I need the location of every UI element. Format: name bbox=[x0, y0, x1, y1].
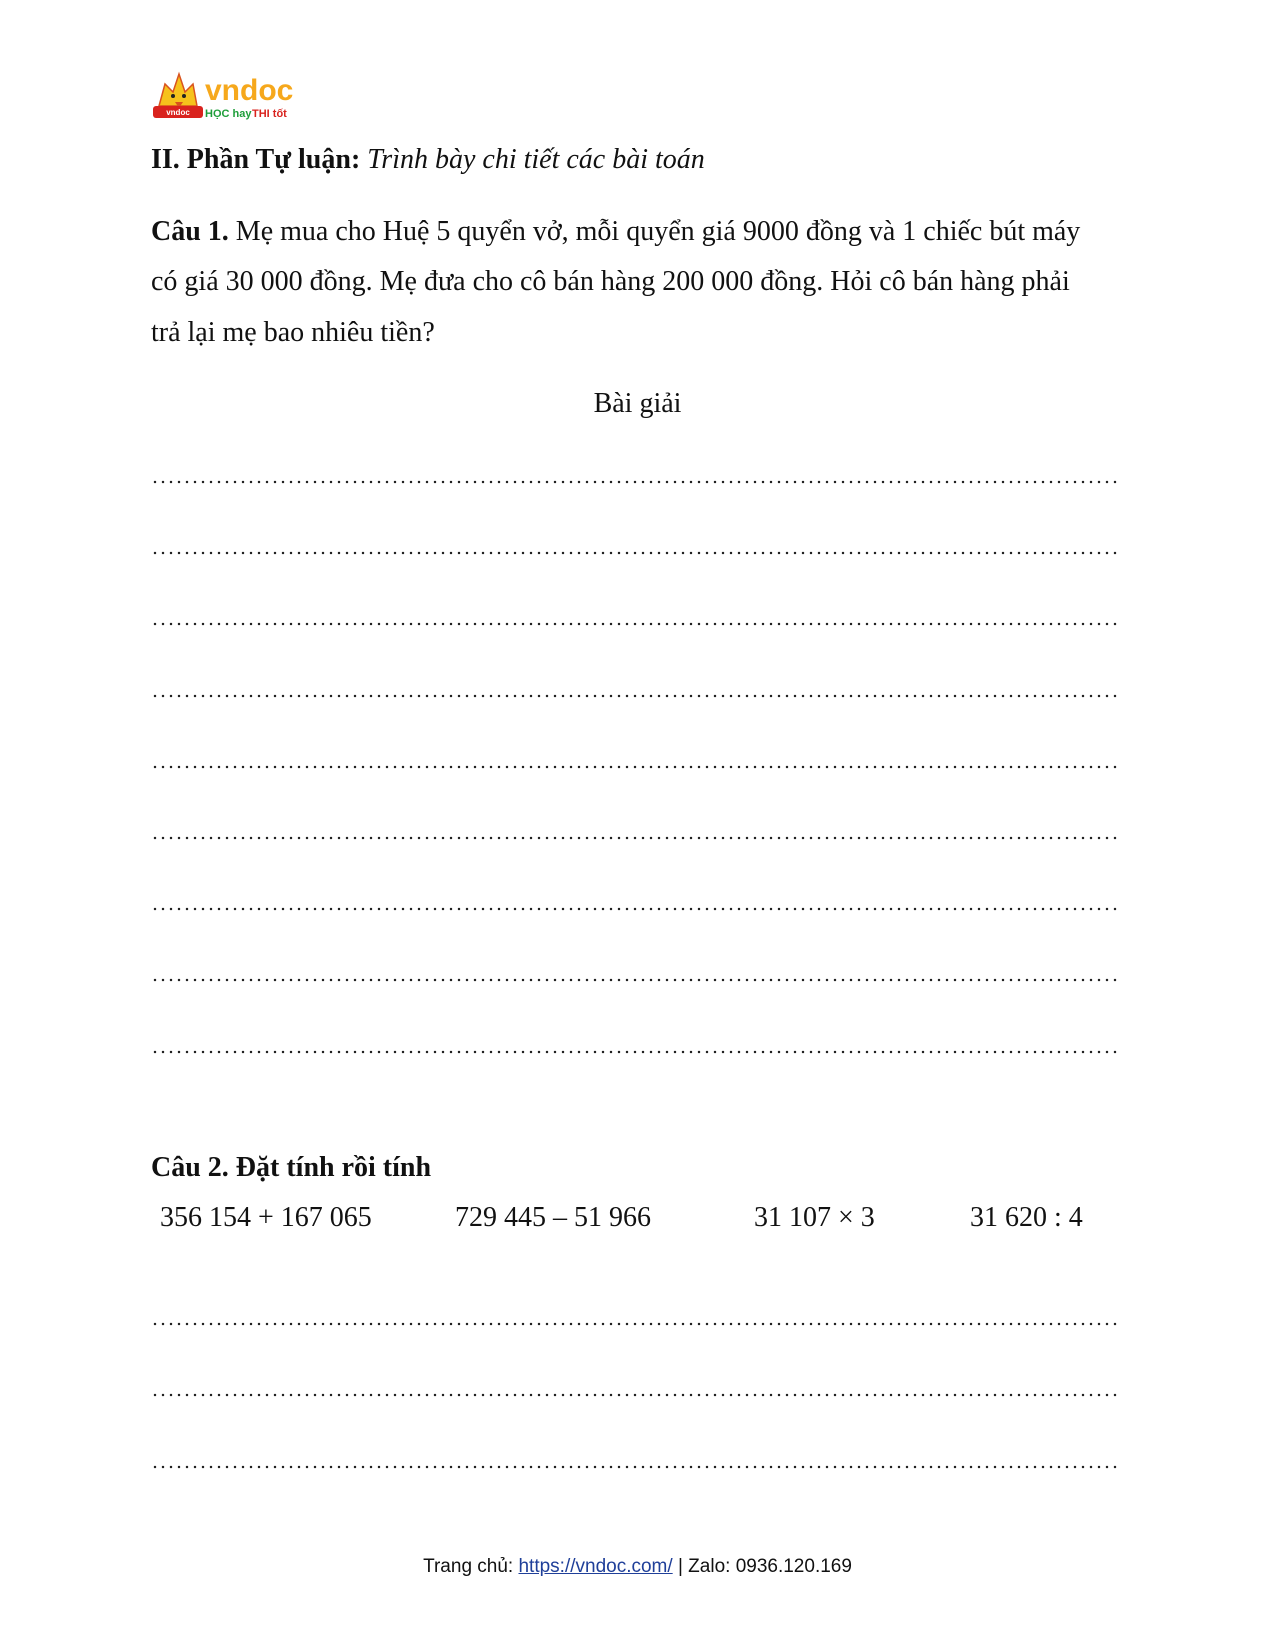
solution-heading: Bài giải bbox=[593, 388, 682, 419]
footer-home-label: Trang chủ: bbox=[423, 1556, 514, 1577]
answer-line bbox=[151, 694, 1119, 698]
operation-2: 729 445 – 51 966 bbox=[455, 1202, 651, 1233]
answer-line bbox=[151, 907, 1119, 911]
answer-line bbox=[151, 622, 1119, 626]
section-title: II. Phần Tự luận: bbox=[151, 144, 361, 175]
operation-3: 31 107 × 3 bbox=[754, 1202, 875, 1233]
q1-line-3: trả lại mẹ bao nhiêu tiền? bbox=[151, 317, 435, 348]
footer bbox=[0, 1556, 1275, 1578]
q1-label: Câu 1. bbox=[151, 216, 229, 247]
footer-zalo: Zalo: 0936.120.169 bbox=[688, 1556, 852, 1577]
q1-line-2: có giá 30 000 đồng. Mẹ đưa cho cô bán hàng 200 000 đồng. Hỏi cô bán hàng phải bbox=[151, 266, 1070, 297]
answer-line bbox=[151, 836, 1119, 840]
operation-4: 31 620 : 4 bbox=[970, 1202, 1083, 1233]
answer-line bbox=[151, 1322, 1119, 1326]
section-heading bbox=[151, 146, 705, 174]
answer-line bbox=[151, 1050, 1119, 1054]
svg-text:THI tốt: THI tốt bbox=[252, 108, 287, 120]
q2-heading: Câu 2. Đặt tính rồi tính bbox=[151, 1152, 432, 1183]
svg-text:vndoc: vndoc bbox=[205, 74, 294, 107]
answer-line bbox=[151, 551, 1119, 555]
answer-line bbox=[151, 1465, 1119, 1469]
svg-text:vndoc: vndoc bbox=[166, 108, 190, 117]
section-subtitle: Trình bày chi tiết các bài toán bbox=[367, 144, 705, 175]
answer-line bbox=[151, 1393, 1119, 1397]
homepage-link[interactable]: https://vndoc.com/ bbox=[518, 1556, 673, 1577]
q1-text-1: Mẹ mua cho Huệ 5 quyển vở, mỗi quyển giá 9000 đồng và 1 chiếc bút máy bbox=[235, 216, 1081, 247]
answer-line bbox=[151, 480, 1119, 484]
q1-line-1 bbox=[151, 218, 1080, 246]
operation-1: 356 154 + 167 065 bbox=[160, 1202, 372, 1233]
answer-line bbox=[151, 765, 1119, 769]
svg-text:HỌC hay: HỌC hay bbox=[205, 108, 252, 120]
footer-separator: | bbox=[677, 1556, 683, 1577]
vndoc-logo bbox=[151, 70, 296, 122]
answer-line bbox=[151, 978, 1119, 982]
